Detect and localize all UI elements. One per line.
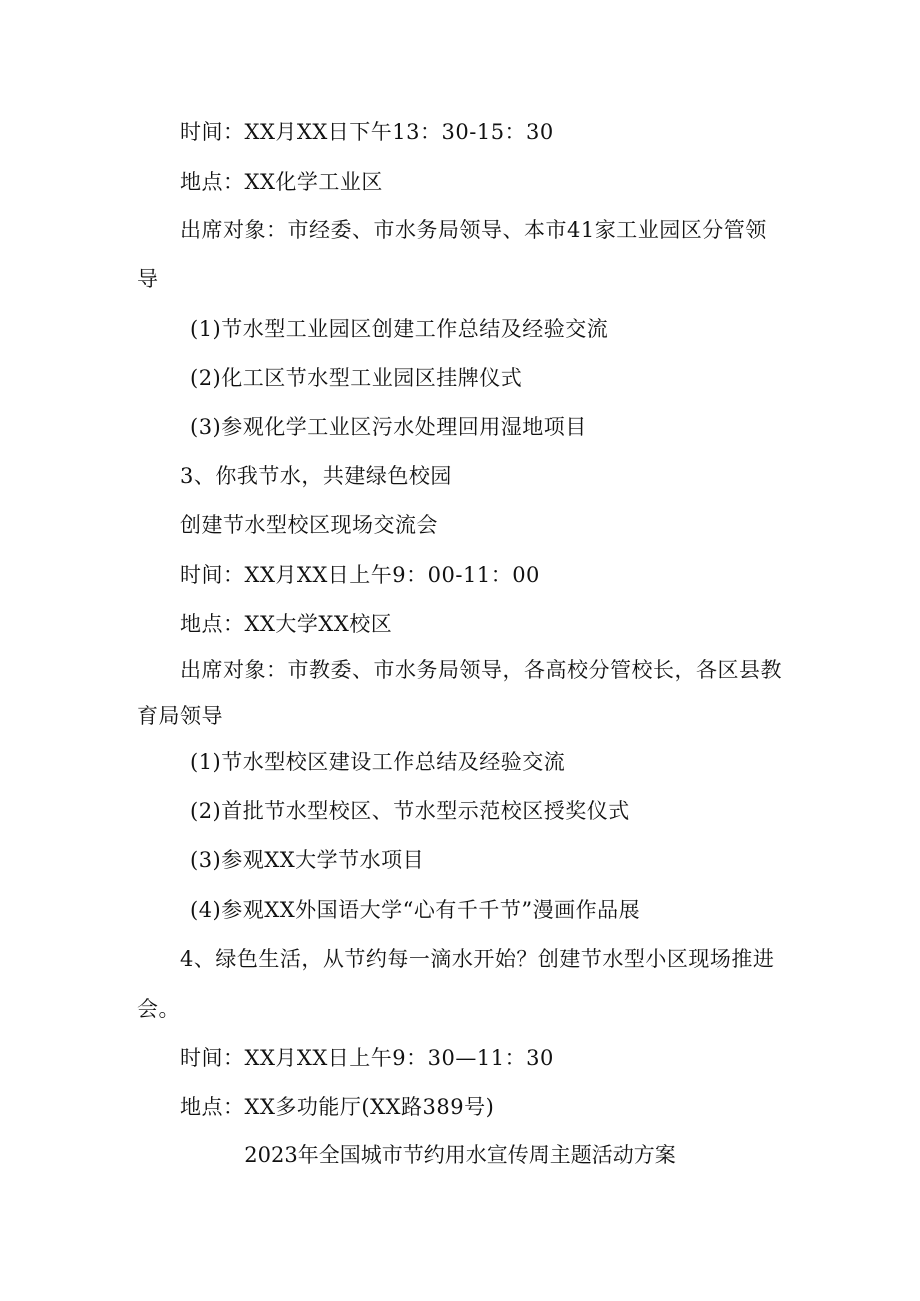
agenda-item-1-1: (1)节水型工业园区创建工作总结及经验交流 [190,317,609,341]
section-heading-3: 3、你我节水，共建绿色校园 [180,464,452,488]
agenda-item-3-2: (2)首批节水型校区、节水型示范校区授奖仪式 [190,799,630,823]
footer-document-title: 2023年全国城市节约用水宣传周主题活动方案 [244,1143,676,1167]
time-line-3: 时间：XX月XX日上午9：30—11：30 [180,1046,554,1070]
attendees-line-1b: 导 [137,267,159,291]
event-title-3: 创建节水型校区现场交流会 [180,513,438,537]
time-line-2: 时间：XX月XX日上午9：00-11：00 [180,563,540,587]
agenda-item-1-3: (3)参观化学工业区污水处理回用湿地项目 [190,415,587,439]
location-line-2: 地点：XX大学XX校区 [180,612,393,636]
agenda-item-3-1: (1)节水型校区建设工作总结及经验交流 [190,750,566,774]
location-line-1: 地点：XX化学工业区 [180,170,383,194]
attendees-line-1a: 出席对象：市经委、市水务局领导、本市41家工业园区分管领 [180,218,767,242]
agenda-item-1-2: (2)化工区节水型工业园区挂牌仪式 [190,366,523,390]
section-heading-4a: 4、绿色生活，从节约每一滴水开始？创建节水型小区现场推进 [180,947,775,971]
agenda-item-3-4: (4)参观XX外国语大学“心有千千节”漫画作品展 [190,898,641,922]
section-heading-4b: 会。 [137,997,180,1021]
location-line-3: 地点：XX多功能厅(XX路389号) [180,1095,495,1119]
time-line-1: 时间：XX月XX日下午13：30-15：30 [180,120,554,144]
attendees-line-2b: 育局领导 [137,704,223,728]
agenda-item-3-3: (3)参观XX大学节水项目 [190,848,425,872]
attendees-line-2a: 出席对象：市教委、市水务局领导，各高校分管校长，各区县教 [180,658,782,682]
